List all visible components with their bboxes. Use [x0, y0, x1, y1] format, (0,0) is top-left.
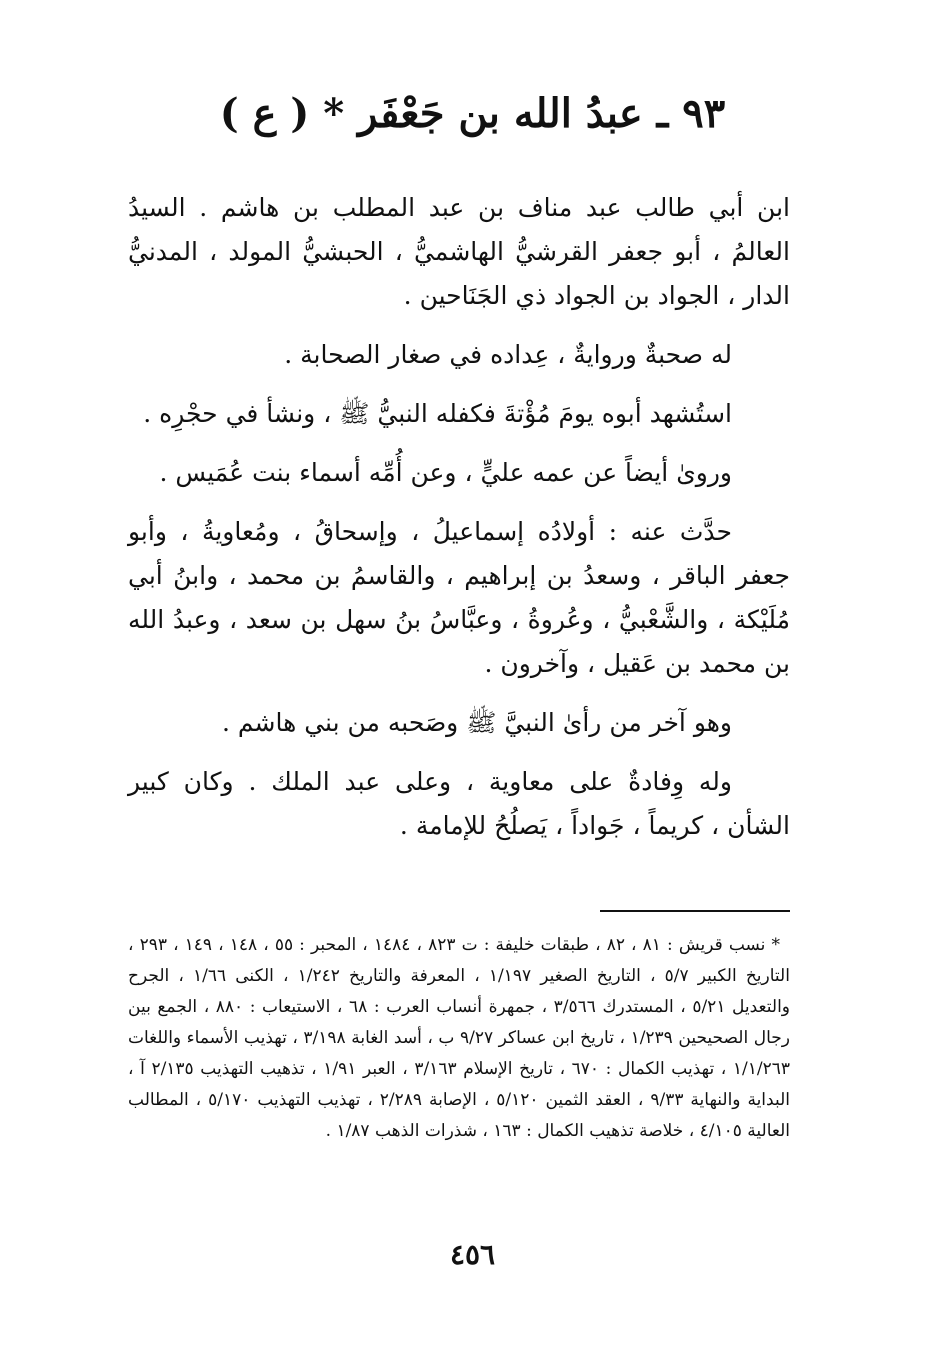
paragraph-father: استُشهد أبوه يومَ مُؤْتةَ فكفله النبيُّ ﷺ ، ونشأ في حجْرِه .: [143, 399, 732, 428]
paragraph-narrated: وروىٰ أيضاً عن عمه عليٍّ ، وعن أُمِّه أسماء بنت عُمَيس .: [159, 458, 732, 487]
paragraph-companionship: له صحبةٌ وروايةٌ ، عِداده في صغار الصحابة .: [284, 340, 732, 369]
footnote-text: * نسب قريش : ٨١ ، ٨٢ ، طبقات خليفة : ت ٨٢٣ ، ١٤٨٤ ، المحبر : ٥٥ ، ١٤٨ ، ١٤٩ ، ٢٩٣ ، التاريخ الكبير ٥/٧ ، التاريخ الصغير ١/١٩٧ ، المعرفة والتاريخ ١/٢٤٢ ، الكنى ١/٦٦ ، الجرح والتعديل ٥/٢١ ، المستدرك ٣/٥٦٦ ، جمهرة أنساب العرب : ٦٨ ، الاستيعاب : ٨٨٠ ، الجمع بين رجال الصحيحين ١/٢٣٩ ، تاريخ ابن عساكر ٩/٢٧ ب ، أسد الغابة ٣/١٩٨ ، تهذيب الأسماء واللغات ١/١/٢٦٣ ، تهذيب الكمال : ٦٧٠ ، تاريخ الإسلام ٣/١٦٣ ، العبر ١/٩١ ، تذهيب التهذيب ٢/١٣٥ آ ، البداية والنهاية ٩/٣٣ ، العقد الثمين ٥/١٢٠ ، الإصابة ٢/٢٨٩ ، تهذيب التهذيب ٥/١٧٠ ، المطالب العالية ٤/١٠٥ ، خلاصة تذهيب الكمال : ١٦٣ ، شذرات الذهب ١/٨٧ .: [128, 935, 790, 1141]
footnote-separator: [600, 910, 790, 912]
entry-title: ٩٣ ـ عبدُ الله بن جَعْفَر * ( ع ): [219, 90, 726, 137]
paragraph-delegation: وله وِفادةٌ على معاوية ، وعلى عبد الملك . وكان كبير الشأن ، كريماً ، جَواداً ، يَصلُحُ للإمامة .: [128, 767, 790, 840]
page-number: ٤٥٦: [449, 1238, 496, 1271]
footnote: [128, 930, 790, 1147]
paragraph-narrators: حدَّث عنه : أولادُه إسماعيلُ ، وإسحاقُ ، ومُعاويةُ ، وأبو جعفر الباقر ، وسعدُ بن إبراهيم ، والقاسمُ بن محمد ، وابنُ أبي مُلَيْكة ، والشَّعْبيُّ ، وعُروةُ ، وعبَّاسُ بنُ سهل بن سعد ، وعبدُ الله بن محمد بن عَقيل ، وآخرون .: [128, 517, 790, 678]
paragraph-last-seen: وهو آخر من رأىٰ النبيَّ ﷺ وصَحبه من بني هاشم .: [221, 708, 732, 737]
body-text: [128, 186, 790, 863]
paragraph-lineage: ابن أبي طالب عبد مناف بن عبد المطلب بن هاشم . السيدُ العالمُ ، أبو جعفر القرشيُّ الهاشميُّ ، الحبشيُّ المولد ، المدنيُّ الدار ، الجواد بن الجواد ذي الجَنَاحين .: [128, 193, 790, 310]
